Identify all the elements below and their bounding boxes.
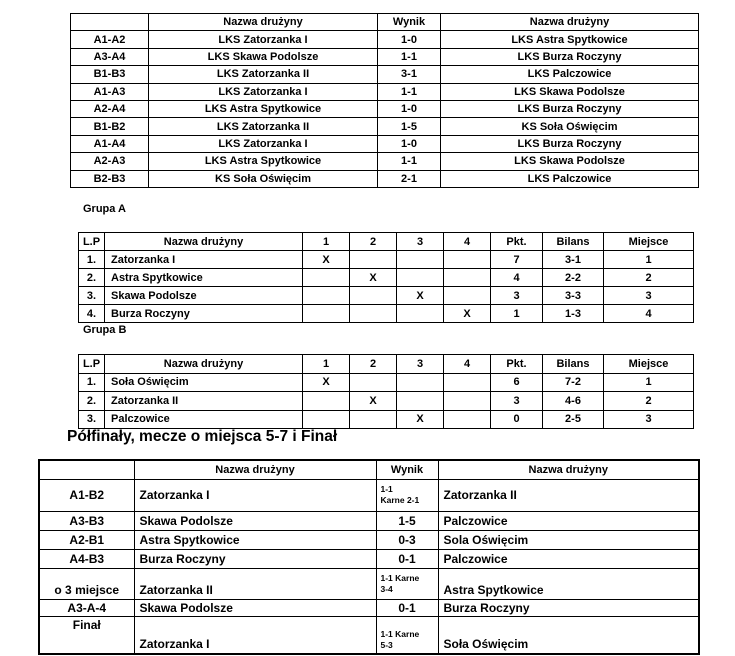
away-team-cell: Zatorzanka II bbox=[438, 479, 699, 511]
standings-row bbox=[79, 269, 694, 287]
match-code-cell: B1-B3 bbox=[71, 66, 149, 83]
standings-row bbox=[79, 251, 694, 269]
score-cell: 0-3 bbox=[376, 530, 438, 549]
match-row bbox=[71, 170, 699, 187]
header-lp: L.P bbox=[79, 355, 105, 374]
home-team-cell: Zatorzanka II bbox=[134, 568, 376, 599]
match-code-cell: A2-A3 bbox=[71, 153, 149, 170]
cross-cell bbox=[350, 373, 397, 392]
match-row bbox=[71, 118, 699, 135]
match-row bbox=[39, 568, 699, 599]
table-header-row bbox=[79, 233, 694, 251]
position-cell: 1. bbox=[79, 373, 105, 392]
away-team-cell: Sola Oświęcim bbox=[438, 530, 699, 549]
home-team-cell: LKS Zatorzanka I bbox=[149, 31, 378, 48]
place-cell: 2 bbox=[604, 392, 694, 411]
cross-cell: X bbox=[350, 392, 397, 411]
home-team-cell: LKS Skawa Podolsze bbox=[149, 48, 378, 65]
header-away-team: Nazwa drużyny bbox=[438, 460, 699, 479]
match-code-cell: A1-A4 bbox=[71, 135, 149, 152]
header-team-name: Nazwa drużyny bbox=[105, 233, 303, 251]
header-col-2: 2 bbox=[350, 355, 397, 374]
cross-cell: X bbox=[303, 373, 350, 392]
cross-cell bbox=[444, 373, 491, 392]
cross-cell bbox=[350, 410, 397, 429]
match-row bbox=[71, 31, 699, 48]
balance-cell: 2-2 bbox=[543, 269, 604, 287]
away-team-cell: Palczowice bbox=[438, 511, 699, 530]
header-balance: Bilans bbox=[543, 233, 604, 251]
score-cell bbox=[376, 479, 438, 511]
match-row bbox=[71, 135, 699, 152]
balance-cell: 1-3 bbox=[543, 305, 604, 323]
place-cell: 1 bbox=[604, 251, 694, 269]
match-code-cell: Finał bbox=[39, 616, 134, 654]
header-away-team: Nazwa drużyny bbox=[441, 14, 699, 31]
cross-cell bbox=[397, 373, 444, 392]
cross-cell bbox=[303, 392, 350, 411]
match-code-cell: A3-A-4 bbox=[39, 599, 134, 616]
cross-cell bbox=[397, 392, 444, 411]
points-cell: 6 bbox=[491, 373, 543, 392]
cross-cell bbox=[397, 269, 444, 287]
header-score: Wynik bbox=[376, 460, 438, 479]
points-cell: 7 bbox=[491, 251, 543, 269]
away-team-cell: LKS Palczowice bbox=[441, 66, 699, 83]
match-code-cell: A2-B1 bbox=[39, 530, 134, 549]
playoffs-table bbox=[38, 459, 700, 655]
balance-cell: 2-5 bbox=[543, 410, 604, 429]
match-row bbox=[71, 153, 699, 170]
score-cell: 1-0 bbox=[378, 100, 441, 117]
standings-row bbox=[79, 373, 694, 392]
cross-cell bbox=[444, 392, 491, 411]
match-row bbox=[71, 48, 699, 65]
standings-row bbox=[79, 392, 694, 411]
cross-cell: X bbox=[444, 305, 491, 323]
score-cell: 1-5 bbox=[378, 118, 441, 135]
match-row bbox=[39, 511, 699, 530]
cross-cell bbox=[397, 251, 444, 269]
match-row bbox=[39, 479, 699, 511]
position-cell: 1. bbox=[79, 251, 105, 269]
home-team-cell: Skawa Podolsze bbox=[134, 511, 376, 530]
match-row bbox=[39, 599, 699, 616]
match-row bbox=[71, 83, 699, 100]
cross-cell bbox=[444, 251, 491, 269]
score-line-1: 1-1 bbox=[380, 484, 393, 494]
score-cell: 0-1 bbox=[376, 599, 438, 616]
match-row bbox=[39, 530, 699, 549]
away-team-cell: LKS Burza Roczyny bbox=[441, 48, 699, 65]
score-line-2: 3-4 bbox=[380, 583, 393, 594]
points-cell: 3 bbox=[491, 287, 543, 305]
score-line-2: Karne 2-1 bbox=[380, 495, 420, 505]
match-code-cell: B1-B2 bbox=[71, 118, 149, 135]
match-row bbox=[39, 549, 699, 568]
cross-cell bbox=[350, 251, 397, 269]
header-col-2: 2 bbox=[350, 233, 397, 251]
place-cell: 3 bbox=[604, 287, 694, 305]
cross-cell: X bbox=[303, 251, 350, 269]
position-cell: 2. bbox=[79, 269, 105, 287]
score-cell: 1-0 bbox=[378, 31, 441, 48]
match-results-table bbox=[70, 13, 699, 188]
match-code-cell: A2-A4 bbox=[71, 100, 149, 117]
team-cell: Skawa Podolsze bbox=[105, 287, 303, 305]
match-row bbox=[71, 100, 699, 117]
home-team-cell: LKS Zatorzanka II bbox=[149, 66, 378, 83]
away-team-cell: Palczowice bbox=[438, 549, 699, 568]
team-cell: Soła Oświęcim bbox=[105, 373, 303, 392]
place-cell: 2 bbox=[604, 269, 694, 287]
group-b-standings-table bbox=[78, 354, 694, 429]
standings-row bbox=[79, 305, 694, 323]
home-team-cell: Zatorzanka I bbox=[134, 479, 376, 511]
header-col-4: 4 bbox=[444, 355, 491, 374]
home-team-cell: Astra Spytkowice bbox=[134, 530, 376, 549]
header-points: Pkt. bbox=[491, 355, 543, 374]
cross-cell: X bbox=[397, 287, 444, 305]
away-team-cell: LKS Skawa Podolsze bbox=[441, 83, 699, 100]
score-cell: 1-5 bbox=[376, 511, 438, 530]
cross-cell bbox=[444, 410, 491, 429]
team-cell: Zatorzanka I bbox=[105, 251, 303, 269]
home-team-cell: LKS Zatorzanka I bbox=[149, 135, 378, 152]
cross-cell bbox=[397, 305, 444, 323]
away-team-cell: Burza Roczyny bbox=[438, 599, 699, 616]
score-cell: 1-1 bbox=[378, 48, 441, 65]
position-cell: 4. bbox=[79, 305, 105, 323]
points-cell: 1 bbox=[491, 305, 543, 323]
home-team-cell: LKS Zatorzanka I bbox=[149, 83, 378, 100]
away-team-cell: LKS Palczowice bbox=[441, 170, 699, 187]
team-cell: Burza Roczyny bbox=[105, 305, 303, 323]
score-cell: 2-1 bbox=[378, 170, 441, 187]
away-team-cell: Soła Oświęcim bbox=[438, 616, 699, 654]
score-line-1: 1-1 Karne bbox=[380, 572, 420, 583]
header-team-name: Nazwa drużyny bbox=[105, 355, 303, 374]
header-col-1: 1 bbox=[303, 355, 350, 374]
cross-cell bbox=[303, 410, 350, 429]
header-score: Wynik bbox=[378, 14, 441, 31]
match-code-cell: A3-B3 bbox=[39, 511, 134, 530]
place-cell: 3 bbox=[604, 410, 694, 429]
away-team-cell: LKS Astra Spytkowice bbox=[441, 31, 699, 48]
header-col-3: 3 bbox=[397, 233, 444, 251]
position-cell: 3. bbox=[79, 410, 105, 429]
score-cell: 3-1 bbox=[378, 66, 441, 83]
match-code-cell: B2-B3 bbox=[71, 170, 149, 187]
team-cell: Palczowice bbox=[105, 410, 303, 429]
playoffs-heading: Półfinały, mecze o miejsca 5-7 i Finał bbox=[67, 428, 338, 445]
header-place: Miejsce bbox=[604, 233, 694, 251]
place-cell: 4 bbox=[604, 305, 694, 323]
home-team-cell: LKS Astra Spytkowice bbox=[149, 100, 378, 117]
header-col-1: 1 bbox=[303, 233, 350, 251]
cross-cell bbox=[444, 287, 491, 305]
header-col-4: 4 bbox=[444, 233, 491, 251]
match-row bbox=[71, 66, 699, 83]
cross-cell bbox=[303, 269, 350, 287]
points-cell: 0 bbox=[491, 410, 543, 429]
position-cell: 2. bbox=[79, 392, 105, 411]
score-cell: 0-1 bbox=[376, 549, 438, 568]
header-balance: Bilans bbox=[543, 355, 604, 374]
header-home-team: Nazwa drużyny bbox=[134, 460, 376, 479]
away-team-cell: LKS Skawa Podolsze bbox=[441, 153, 699, 170]
home-team-cell: Zatorzanka I bbox=[134, 616, 376, 654]
match-code-cell: o 3 miejsce bbox=[39, 568, 134, 599]
points-cell: 4 bbox=[491, 269, 543, 287]
home-team-cell: LKS Zatorzanka II bbox=[149, 118, 378, 135]
score-cell bbox=[376, 568, 438, 599]
match-row bbox=[39, 616, 699, 654]
header-home-team: Nazwa drużyny bbox=[149, 14, 378, 31]
score-cell: 1-0 bbox=[378, 135, 441, 152]
position-cell: 3. bbox=[79, 287, 105, 305]
match-code-cell: A1-A2 bbox=[71, 31, 149, 48]
group-a-standings-table bbox=[78, 232, 694, 323]
table-header-row bbox=[71, 14, 699, 31]
away-team-cell: LKS Burza Roczyny bbox=[441, 100, 699, 117]
score-cell: 1-1 bbox=[378, 83, 441, 100]
table-header-row bbox=[39, 460, 699, 479]
group-b-label: Grupa B bbox=[83, 324, 127, 336]
place-cell: 1 bbox=[604, 373, 694, 392]
balance-cell: 3-1 bbox=[543, 251, 604, 269]
match-code-cell: A3-A4 bbox=[71, 48, 149, 65]
home-team-cell: Skawa Podolsze bbox=[134, 599, 376, 616]
home-team-cell: Burza Roczyny bbox=[134, 549, 376, 568]
cross-cell bbox=[444, 269, 491, 287]
standings-row bbox=[79, 410, 694, 429]
team-cell: Zatorzanka II bbox=[105, 392, 303, 411]
home-team-cell: KS Soła Oświęcim bbox=[149, 170, 378, 187]
header-place: Miejsce bbox=[604, 355, 694, 374]
points-cell: 3 bbox=[491, 392, 543, 411]
match-code-cell: A1-A3 bbox=[71, 83, 149, 100]
cross-cell bbox=[303, 287, 350, 305]
header-lp: L.P bbox=[79, 233, 105, 251]
cross-cell: X bbox=[350, 269, 397, 287]
away-team-cell: Astra Spytkowice bbox=[438, 568, 699, 599]
score-line-1: 1-1 Karne bbox=[380, 629, 420, 639]
header-col-3: 3 bbox=[397, 355, 444, 374]
balance-cell: 7-2 bbox=[543, 373, 604, 392]
cross-cell: X bbox=[397, 410, 444, 429]
table-header-row bbox=[79, 355, 694, 374]
cross-cell bbox=[350, 287, 397, 305]
match-code-cell: A1-B2 bbox=[39, 479, 134, 511]
standings-row bbox=[79, 287, 694, 305]
team-cell: Astra Spytkowice bbox=[105, 269, 303, 287]
header-empty-cell bbox=[39, 460, 134, 479]
score-cell: 1-1 bbox=[378, 153, 441, 170]
away-team-cell: LKS Burza Roczyny bbox=[441, 135, 699, 152]
cross-cell bbox=[303, 305, 350, 323]
cross-cell bbox=[350, 305, 397, 323]
header-empty-cell bbox=[71, 14, 149, 31]
balance-cell: 4-6 bbox=[543, 392, 604, 411]
away-team-cell: KS Soła Oświęcim bbox=[441, 118, 699, 135]
match-code-cell: A4-B3 bbox=[39, 549, 134, 568]
balance-cell: 3-3 bbox=[543, 287, 604, 305]
group-a-label: Grupa A bbox=[83, 203, 126, 215]
score-cell bbox=[376, 616, 438, 654]
home-team-cell: LKS Astra Spytkowice bbox=[149, 153, 378, 170]
header-points: Pkt. bbox=[491, 233, 543, 251]
score-line-2: 5-3 bbox=[380, 640, 393, 650]
